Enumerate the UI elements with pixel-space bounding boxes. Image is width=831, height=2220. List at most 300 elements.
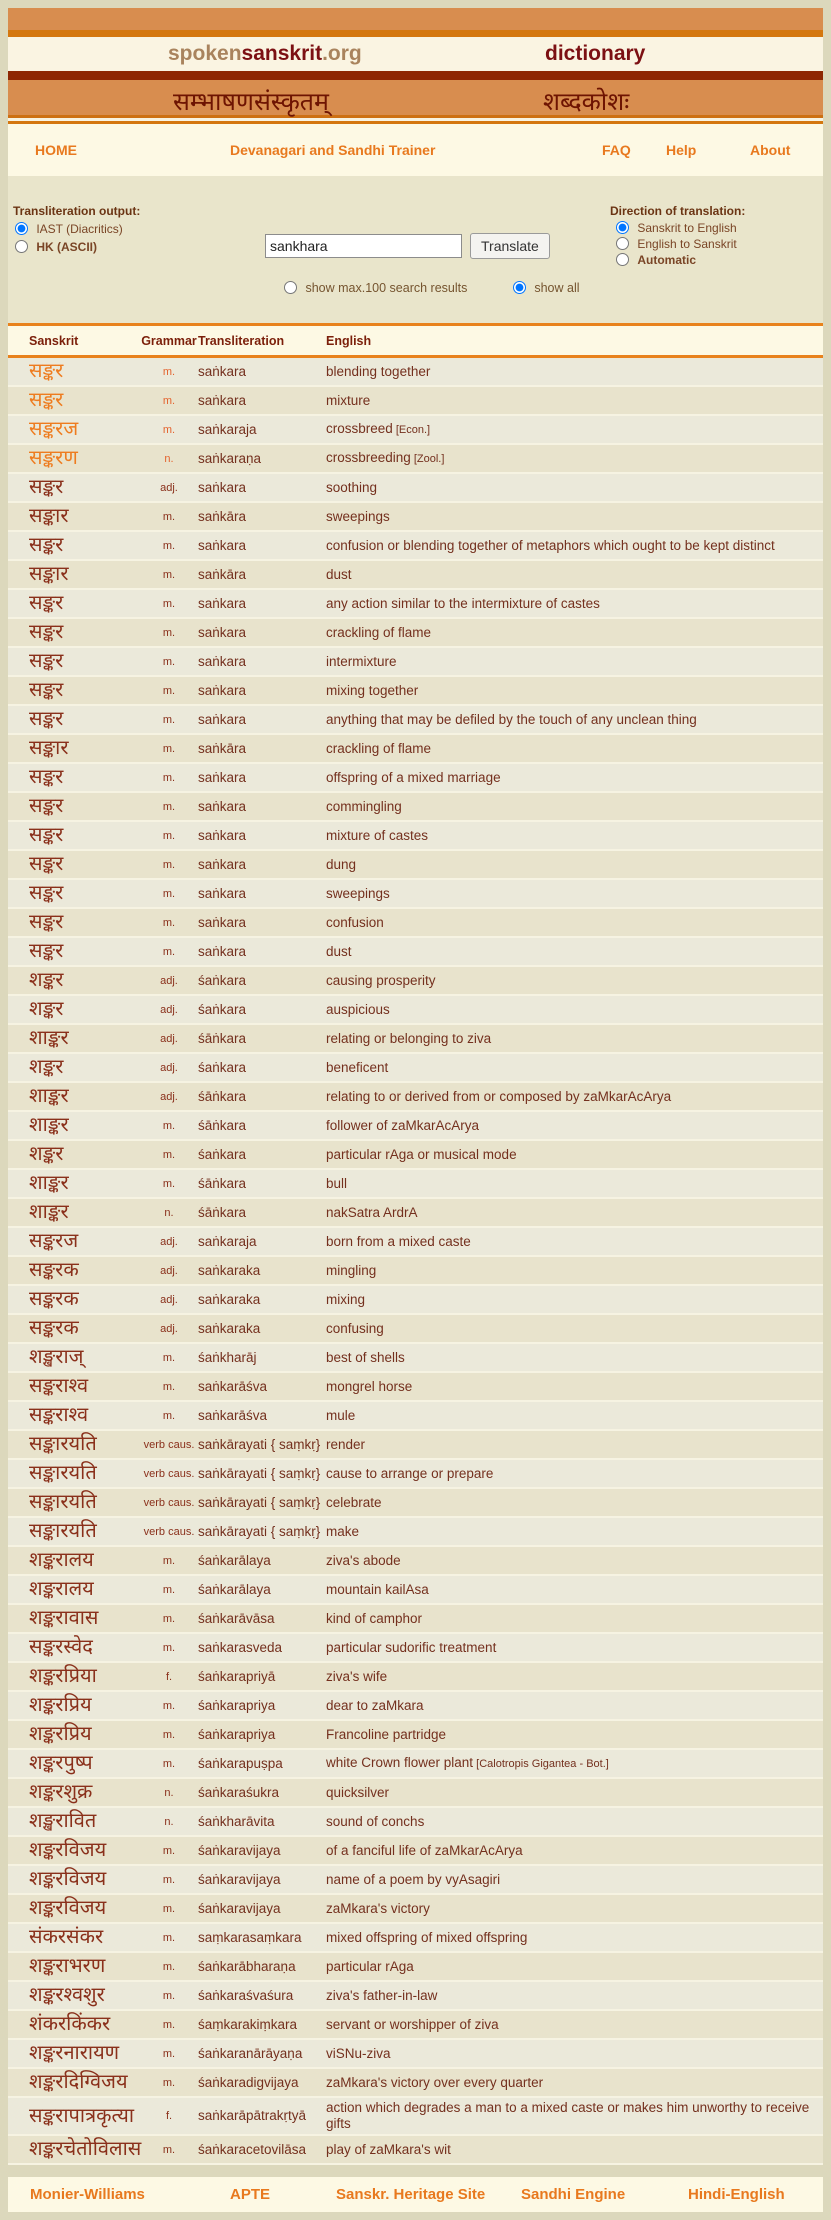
grammar-tag: m. [140,735,198,764]
sanskrit-word-link[interactable]: शङ्करदिग्विजय [8,2069,140,2098]
english-meaning: viSNu-ziva [326,2040,823,2069]
english-meaning: ziva's wife [326,1663,823,1692]
sanskrit-word-link[interactable]: सङ्कर [8,764,140,793]
table-row [8,764,823,793]
footer-nav [8,2177,823,2212]
footer-hindi-english-link[interactable]: Hindi-English [688,2186,785,2203]
sanskrit-word-link[interactable]: शङ्करप्रिय [8,1721,140,1750]
sanskrit-word-link[interactable]: शङ्करप्रिय [8,1692,140,1721]
grammar-tag: m. [140,532,198,561]
transliteration-text: saṅkārayati { saṃkṛ} [198,1460,326,1489]
english-meaning: any action similar to the intermixture of castes [326,590,823,619]
sanskrit-word-link[interactable]: सङ्कारयति [8,1431,140,1460]
sanskrit-word-link[interactable]: शङ्करालय [8,1576,140,1605]
footer-heritage-site-link[interactable]: Sanskr. Heritage Site [336,2186,486,2203]
transliteration-text: śaṃkarakiṃkara [198,2011,326,2040]
grammar-tag: m. [140,2069,198,2098]
sanskrit-word-link[interactable]: सङ्कर [8,909,140,938]
english-meaning: dust [326,561,823,590]
english-meaning: particular sudorific treatment [326,1634,823,1663]
table-row [8,1750,823,1779]
english-meaning: name of a poem by vyAsagiri [326,1866,823,1895]
sanskrit-word-link[interactable]: सङ्कर [8,706,140,735]
sanskrit-word-link[interactable]: सङ्कारयति [8,1518,140,1547]
transliteration-text: śaṅkaranārāyaṇa [198,2040,326,2069]
english-meaning: mountain kailAsa [326,1576,823,1605]
sanskrit-word-link[interactable]: शङ्करविजय [8,1866,140,1895]
main-nav [8,124,823,176]
grammar-tag: adj. [140,967,198,996]
table-row [8,2040,823,2069]
site-logo[interactable] [168,42,362,66]
transliteration-text: saṅkara [198,938,326,967]
sanskrit-word-link[interactable]: शङ्करविजय [8,1895,140,1924]
english-meaning: action which degrades a man to a mixed caste or makes him unworthy to receive gifts [326,2098,823,2136]
devanagari-dictionary-title: शब्दकोशः [543,88,630,116]
english-meaning: dear to zaMkara [326,1692,823,1721]
iast-radio-label: IAST (Diacritics) [36,222,123,236]
table-row [8,590,823,619]
transliteration-text: śaṅkarāvāsa [198,1605,326,1634]
grammar-tag: m. [140,1170,198,1199]
transliteration-text: saṅkarāśva [198,1402,326,1431]
nav-trainer-link[interactable]: Devanagari and Sandhi Trainer [230,142,436,158]
sanskrit-word-link[interactable]: शङ्करावास [8,1605,140,1634]
transliteration-text: śaṅkara [198,996,326,1025]
sanskrit-word-link[interactable]: शङ्कर [8,996,140,1025]
transliteration-text: saṅkara [198,793,326,822]
grammar-tag: m. [140,880,198,909]
grammar-tag: n. [140,1779,198,1808]
column-header-transliteration: Transliteration [198,323,326,358]
sanskrit-word-link[interactable]: सङ्कर [8,677,140,706]
table-row [8,358,823,387]
page-title: dictionary [545,42,646,65]
table-row [8,1402,823,1431]
english-meaning: sweepings [326,503,823,532]
sanskrit-word-link[interactable]: सङ्कार [8,503,140,532]
english-note: [Econ.] [392,424,431,436]
hk-radio[interactable] [15,240,28,253]
transliteration-text: śāṅkara [198,1112,326,1141]
translate-button[interactable]: Translate [470,233,550,259]
grammar-tag: m. [140,1373,198,1402]
table-row [8,1286,823,1315]
sanskrit-word-link[interactable]: सङ्कर [8,648,140,677]
sanskrit-word-link[interactable]: शङ्करचेतोविलास [8,2136,140,2165]
grammar-tag: m. [140,909,198,938]
table-row [8,1663,823,1692]
table-row [8,909,823,938]
transliteration-text: śaṅkaravijaya [198,1895,326,1924]
table-row [8,996,823,1025]
table-row [8,1460,823,1489]
grammar-tag: m. [140,1953,198,1982]
transliteration-text: saṅkara [198,909,326,938]
english-meaning: crossbreed [Econ.] [326,416,823,445]
sanskrit-word-link[interactable]: सङ्कारयति [8,1489,140,1518]
transliteration-text: saṅkara [198,764,326,793]
sanskrit-word-link[interactable]: सङ्कर [8,358,140,387]
sanskrit-word-link[interactable]: सङ्कर [8,474,140,503]
table-row [8,967,823,996]
grammar-tag: adj. [140,1025,198,1054]
sanskrit-word-link[interactable]: सङ्करज [8,416,140,445]
sanskrit-word-link[interactable]: शङ्करप्रिया [8,1663,140,1692]
transliteration-text: śaṅkarapriya [198,1692,326,1721]
sanskrit-word-link[interactable]: शङ्करश्वशुर [8,1982,140,2011]
grammar-tag: m. [140,358,198,387]
transliteration-text: saṅkara [198,648,326,677]
table-row [8,1808,823,1837]
english-meaning: zaMkara's victory [326,1895,823,1924]
english-note: [Calotropis Gigantea - Bot.] [473,1758,609,1770]
english-meaning: dung [326,851,823,880]
site-logo-name: sanskrit [241,42,323,65]
english-meaning: make [326,1518,823,1547]
english-meaning: mingling [326,1257,823,1286]
table-row [8,1924,823,1953]
sanskrit-word-link[interactable]: सङ्कर [8,851,140,880]
sanskrit-word-link[interactable]: सङ्करापात्रकृत्या [8,2098,140,2136]
english-meaning: confusion or blending together of metaphors which ought to be kept distinct [326,532,823,561]
transliteration-text: śaṅkarapriyā [198,1663,326,1692]
transliteration-text: saṅkara [198,619,326,648]
transliteration-text: śāṅkara [198,1199,326,1228]
transliteration-text: śaṅkaravijaya [198,1837,326,1866]
sanskrit-word-link[interactable]: सङ्कार [8,561,140,590]
grammar-tag: m. [140,1837,198,1866]
automatic-label: Automatic [637,253,697,267]
english-meaning: beneficent [326,1054,823,1083]
sanskrit-word-link[interactable]: सङ्कर [8,532,140,561]
transliteration-text: saṅkarāpātrakṛtyā [198,2098,326,2136]
sanskrit-word-link[interactable]: शङ्कर [8,1141,140,1170]
grammar-tag: m. [140,1866,198,1895]
sanskrit-word-link[interactable]: शाङ्कर [8,1170,140,1199]
english-meaning: mixing together [326,677,823,706]
grammar-tag: verb caus. [140,1518,198,1547]
direction-of-translation-label: Direction of translation: [610,204,746,218]
radio-row-sanskrit-to-english [616,221,737,236]
sanskrit-word-link[interactable]: सङ्कराश्व [8,1373,140,1402]
table-row [8,619,823,648]
radio-row-automatic [616,253,696,268]
english-to-sanskrit-radio[interactable] [616,237,629,250]
sanskrit-word-link[interactable]: शाङ्कर [8,1083,140,1112]
english-meaning: of a fanciful life of zaMkarAcArya [326,1837,823,1866]
transliteration-text: saṅkaraṇa [198,445,326,474]
grammar-tag: m. [140,2011,198,2040]
transliteration-text: śāṅkara [198,1083,326,1112]
transliteration-text: saṅkara [198,822,326,851]
sanskrit-word-link[interactable]: शंकरकिंकर [8,2011,140,2040]
grammar-tag: m. [140,1692,198,1721]
grammar-tag: m. [140,677,198,706]
grammar-tag: m. [140,1547,198,1576]
transliteration-text: saṅkaraka [198,1257,326,1286]
footer-monier-williams-link[interactable]: Monier-Williams [30,2186,145,2203]
top-accent-strip [8,30,823,37]
sanskrit-word-link[interactable]: शङ्करालय [8,1547,140,1576]
show-all-radio[interactable] [513,281,526,294]
english-meaning: best of shells [326,1344,823,1373]
transliteration-text: śaṅkara [198,967,326,996]
nav-about-link[interactable]: About [750,142,791,158]
grammar-tag: m. [140,416,198,445]
dict-table-body [8,358,823,2165]
grammar-tag: adj. [140,474,198,503]
transliteration-text: saṅkāra [198,561,326,590]
sanskrit-word-link[interactable]: शाङ्कर [8,1025,140,1054]
english-meaning: born from a mixed caste [326,1228,823,1257]
sanskrit-word-link[interactable]: सङ्कर [8,880,140,909]
table-row [8,1953,823,1982]
sanskrit-word-link[interactable]: शङ्कराभरण [8,1953,140,1982]
grammar-tag: n. [140,1808,198,1837]
transliteration-text: saṅkara [198,706,326,735]
radio-row-hk [15,240,97,255]
grammar-tag: n. [140,1199,198,1228]
english-meaning: mixed offspring of mixed offspring [326,1924,823,1953]
radio-row-english-to-sanskrit [616,237,737,252]
table-row [8,2069,823,2098]
table-row [8,416,823,445]
table-row [8,1344,823,1373]
grammar-tag: m. [140,1344,198,1373]
search-input[interactable] [265,234,462,258]
sanskrit-word-link[interactable]: शङ्करनारायण [8,2040,140,2069]
table-row [8,1025,823,1054]
table-row [8,1547,823,1576]
results-count-options [284,281,580,296]
sanskrit-word-link[interactable]: सङ्कराश्व [8,1402,140,1431]
transliteration-text: śaṅkaraśvaśura [198,1982,326,2011]
transliteration-text: śaṅkaravijaya [198,1866,326,1895]
sanskrit-word-link[interactable]: सङ्करक [8,1257,140,1286]
iast-radio[interactable] [15,222,28,235]
transliteration-text: śaṅkarālaya [198,1547,326,1576]
table-row [8,2136,823,2165]
table-row [8,1373,823,1402]
english-meaning: mongrel horse [326,1373,823,1402]
grammar-tag: adj. [140,1083,198,1112]
grammar-tag: adj. [140,1257,198,1286]
sanskrit-word-link[interactable]: शङ्कर [8,967,140,996]
english-meaning: servant or worshipper of ziva [326,2011,823,2040]
grammar-tag: adj. [140,1315,198,1344]
english-meaning: crackling of flame [326,735,823,764]
transliteration-text: saṅkara [198,358,326,387]
grammar-tag: m. [140,1112,198,1141]
transliteration-text: saṅkara [198,590,326,619]
sanskrit-word-link[interactable]: शङ्खरावित [8,1808,140,1837]
transliteration-text: śaṅkharāvita [198,1808,326,1837]
grammar-tag: m. [140,503,198,532]
table-row [8,1141,823,1170]
english-meaning: causing prosperity [326,967,823,996]
english-meaning: sweepings [326,880,823,909]
table-row [8,880,823,909]
grammar-tag: m. [140,1982,198,2011]
english-meaning: zaMkara's victory over every quarter [326,2069,823,2098]
sanskrit-word-link[interactable]: सङ्कारयति [8,1460,140,1489]
grammar-tag: m. [140,706,198,735]
sanskrit-word-link[interactable]: शाङ्कर [8,1199,140,1228]
grammar-tag: m. [140,851,198,880]
table-row [8,648,823,677]
grammar-tag: verb caus. [140,1431,198,1460]
sanskrit-word-link[interactable]: सङ्करस्वेद [8,1634,140,1663]
table-row [8,1982,823,2011]
site-logo-suffix: .org [322,42,362,65]
title-band [8,37,823,71]
sanskrit-word-link[interactable]: शङ्खराज् [8,1344,140,1373]
sanskrit-word-link[interactable]: सङ्कार [8,735,140,764]
grammar-tag: adj. [140,996,198,1025]
table-row [8,1518,823,1547]
english-meaning: anything that may be defiled by the touch of any unclean thing [326,706,823,735]
grammar-tag: m. [140,822,198,851]
grammar-tag: m. [140,1141,198,1170]
table-row [8,1054,823,1083]
table-row [8,1170,823,1199]
grammar-tag: m. [140,648,198,677]
table-row [8,532,823,561]
english-meaning: mixture of castes [326,822,823,851]
column-header-sanskrit: Sanskrit [8,323,140,358]
table-row [8,1634,823,1663]
english-meaning: relating to or derived from or composed by zaMkarAcArya [326,1083,823,1112]
english-meaning: follower of zaMkarAcArya [326,1112,823,1141]
grammar-tag: m. [140,590,198,619]
english-meaning: play of zaMkara's wit [326,2136,823,2165]
table-row [8,2011,823,2040]
transliteration-text: śaṅkarālaya [198,1576,326,1605]
grammar-tag: m. [140,1721,198,1750]
sanskrit-word-link[interactable]: सङ्करण [8,445,140,474]
nav-faq-link[interactable]: FAQ [602,142,631,158]
radio-row-iast [15,222,123,237]
column-header-english: English [326,323,823,358]
dark-red-divider [8,71,823,80]
sanskrit-word-link[interactable]: संकरसंकर [8,1924,140,1953]
automatic-radio[interactable] [616,253,629,266]
nav-home-link[interactable]: HOME [35,142,77,158]
hk-radio-label: HK (ASCII) [36,240,98,254]
sanskrit-word-link[interactable]: शङ्करपुष्प [8,1750,140,1779]
grammar-tag: m. [140,561,198,590]
english-note: [Zool.] [410,453,445,465]
english-meaning: mixture [326,387,823,416]
sanskrit-word-link[interactable]: सङ्कर [8,387,140,416]
sanskrit-word-link[interactable]: शाङ्कर [8,1112,140,1141]
table-row [8,1605,823,1634]
footer-apte-link[interactable]: APTE [230,2186,271,2203]
site-logo-prefix: spoken [168,42,242,65]
show-max-100-label: show max.100 search results [305,281,468,295]
grammar-tag: n. [140,445,198,474]
transliteration-text: saṅkaraka [198,1286,326,1315]
sanskrit-word-link[interactable]: सङ्कर [8,938,140,967]
sanskrit-word-link[interactable]: सङ्कर [8,822,140,851]
english-meaning: sound of conchs [326,1808,823,1837]
table-row [8,938,823,967]
english-meaning: mule [326,1402,823,1431]
english-meaning: render [326,1431,823,1460]
transliteration-text: saṅkaraja [198,1228,326,1257]
table-row [8,387,823,416]
grammar-tag: adj. [140,1286,198,1315]
english-meaning: ziva's abode [326,1547,823,1576]
english-meaning: kind of camphor [326,1605,823,1634]
english-meaning: soothing [326,474,823,503]
table-row [8,793,823,822]
table-row [8,735,823,764]
transliteration-text: saṅkārayati { saṃkṛ} [198,1518,326,1547]
sanskrit-to-english-label: Sanskrit to English [637,221,737,235]
sanskrit-word-link[interactable]: सङ्करज [8,1228,140,1257]
transliteration-text: saṅkara [198,532,326,561]
sanskrit-word-link[interactable]: शङ्करशुक्र [8,1779,140,1808]
english-meaning: white Crown flower plant [Calotropis Gigantea - Bot.] [326,1750,823,1779]
table-row [8,1489,823,1518]
top-accent-bar [8,8,823,30]
transliteration-text: śaṅkara [198,1054,326,1083]
table-row [8,1257,823,1286]
search-form [8,176,823,323]
english-meaning: particular rAga or musical mode [326,1141,823,1170]
table-row [8,1083,823,1112]
devanagari-site-title: सम्भाषणसंस्कृतम् [173,88,330,116]
footer-sandhi-engine-link[interactable]: Sandhi Engine [521,2186,626,2203]
sanskrit-to-english-radio[interactable] [616,221,629,234]
english-meaning: celebrate [326,1489,823,1518]
english-meaning: bull [326,1170,823,1199]
table-row [8,1315,823,1344]
transliteration-text: śaṅkharāj [198,1344,326,1373]
sanskrit-word-link[interactable]: सङ्कर [8,619,140,648]
sanskrit-word-link[interactable]: सङ्कर [8,590,140,619]
english-meaning: commingling [326,793,823,822]
table-row [8,1112,823,1141]
table-row [8,561,823,590]
sanskrit-word-link[interactable]: सङ्करक [8,1315,140,1344]
english-to-sanskrit-label: English to Sanskrit [637,237,737,251]
grammar-tag: m. [140,2136,198,2165]
grammar-tag: m. [140,793,198,822]
sanskrit-word-link[interactable]: शङ्कर [8,1054,140,1083]
show-max-100-radio[interactable] [284,281,297,294]
devanagari-band [8,80,823,118]
sanskrit-word-link[interactable]: शङ्करविजय [8,1837,140,1866]
transliteration-text: śaṅkaradigvijaya [198,2069,326,2098]
english-meaning: Francoline partridge [326,1721,823,1750]
english-meaning: dust [326,938,823,967]
table-row [8,851,823,880]
table-row [8,474,823,503]
sanskrit-word-link[interactable]: सङ्कर [8,793,140,822]
table-row [8,1779,823,1808]
transliteration-text: saṅkaraja [198,416,326,445]
grammar-tag: verb caus. [140,1460,198,1489]
transliteration-output-label: Transliteration output: [13,204,141,218]
nav-help-link[interactable]: Help [666,142,697,158]
transliteration-text: śaṅkara [198,1141,326,1170]
grammar-tag: m. [140,1895,198,1924]
sanskrit-word-link[interactable]: सङ्करक [8,1286,140,1315]
grammar-tag: verb caus. [140,1489,198,1518]
